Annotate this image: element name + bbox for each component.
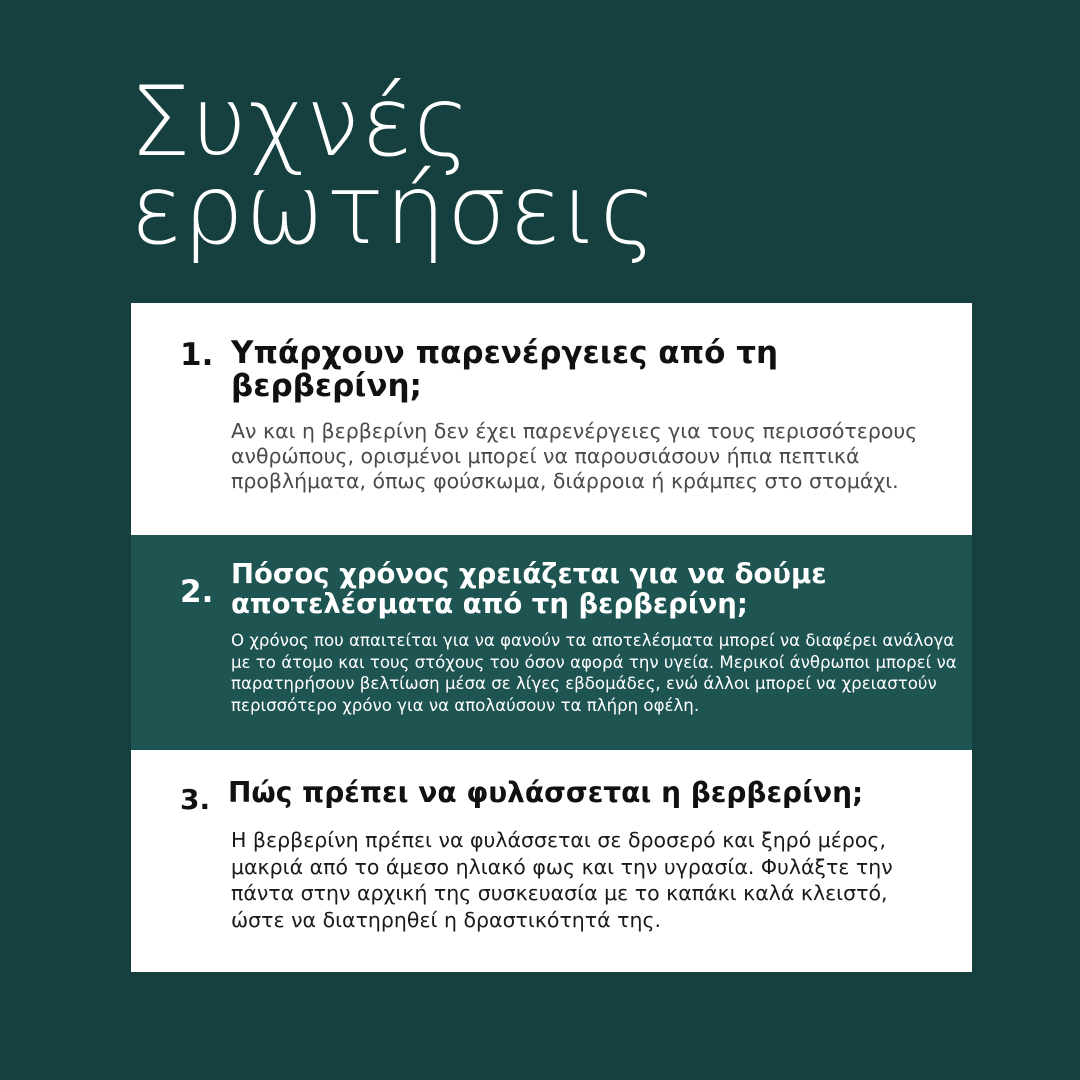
faq-answer-3: Η βερβερίνη πρέπει να φυλάσσεται σε δροσερό και ξηρό μέρος, μακριά από το άμεσο ηλιακό φως και την υγρασία. Φυλάξτε την πάντα στην αρχική της συσκευασία με το καπάκι καλά κλειστό, ώστε να διατηρηθεί η δραστικότητά της. [231,828,893,932]
faq-question-1: Υπάρχουν παρενέργειες από τη βερβερίνη; [231,335,779,404]
faq-answer-1: Αν και η βερβερίνη δεν έχει παρενέργειες για τους περισσότερους ανθρώπους, ορισμένοι μπορεί να παρουσιάσουν ήπια πεπτικά προβλήματα, όπως φούσκωμα, διάρροια ή κράμπες στο στομάχι. [231,419,918,493]
page-title [130,66,1030,266]
faq-answer-2: Ο χρόνος που απαιτείται για να φανούν τα αποτελέσματα μπορεί να διαφέρει ανάλογα με το άτομο και τους στόχους του όσον αφορά την υγεία. Μερικοί άνθρωποι μπορεί να παρατηρήσουν βελτίωση μέσα σε λίγες εβδομάδες, ενώ άλλοι μπορεί να χρειαστούν περισσότερο χρόνο για να απολαύσουν τα πλήρη οφέλη. [231,631,957,715]
faq-item-2 [131,535,972,750]
title-line-2: ερωτήσεις [130,154,658,266]
faq-number-3: 3. [180,783,211,816]
faq-number-2: 2. [180,574,214,610]
faq-question-2: Πόσος χρόνος χρειάζεται για να δούμε αποτελέσματα από τη βερβερίνη; [231,558,827,620]
faq-question-3: Πώς πρέπει να φυλάσσεται η βερβερίνη; [228,776,864,809]
title-line-1: Συχνές [130,66,471,178]
faq-item-3 [131,750,972,972]
faq-item-1 [131,303,972,535]
faq-number-1: 1. [180,337,214,373]
faq-list [131,303,972,972]
